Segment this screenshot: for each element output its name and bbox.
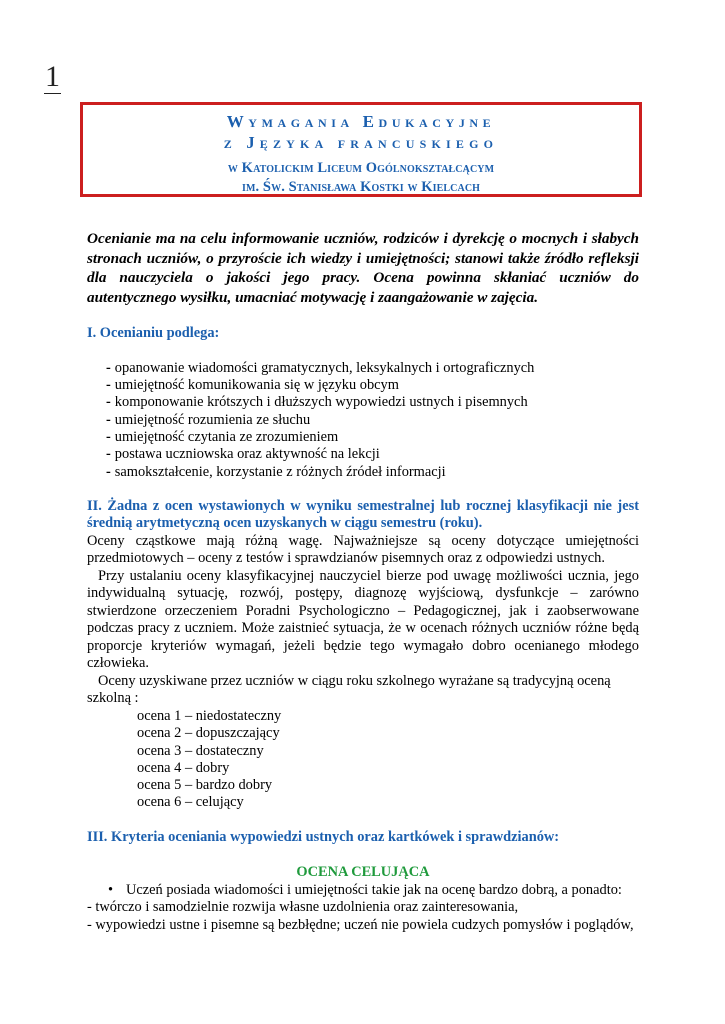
list-item: - komponowanie krótszych i dłuższych wypowiedzi ustnych i pisemnych — [106, 394, 528, 411]
section-2-paragraph-1: Oceny cząstkowe mają różną wagę. Najważniejsze są oceny dotyczące umiejętności przedmiotowych – oceny z testów i sprawdzianów pisemnych oraz z odpowiedzi ustnych. — [87, 532, 639, 567]
intro-paragraph: Ocenianie ma na celu informowanie uczniów, rodziców i dyrekcję o mocnych i słabych stronach uczniów, o przyroście ich wiedzy i umiejętności; stanowi także źródło refleksji dla nauczyciela o jakości jego pracy. Ocena powinna skłaniać uczniów do autentycznego wysiłku, umacniać motywację i zaangażowanie w zajęcia. — [87, 230, 639, 306]
bullet-item — [87, 882, 639, 900]
list-item: - opanowanie wiadomości gramatycznych, leksykalnych i ortograficznych — [106, 359, 535, 376]
section-2-paragraph-2: Przy ustalaniu oceny klasyfikacyjnej nauczyciel bierze pod uwagę możliwości ucznia, jego indywidualną sytuację, rozwój, postępy, diagnozę wyjściową, dysfunkcje – zarówno stwierdzone orzeczeniem Poradni Psychologiczno – Pedagogicznej, jak i zaobserwowane podczas pracy z uczniem. Może zaistnieć sytuacja, że w ocenach różnych uczniów różne będą proporcje kryteriów wymagań, jeżeli będzie tego wymagało dobro ocenianego młodego człowieka. — [87, 567, 639, 672]
list-item: ocena 3 – dostateczny — [137, 742, 264, 759]
list-item: - umiejętność komunikowania się w języku obcym — [106, 377, 399, 394]
title-frame — [80, 102, 642, 197]
list-item: ocena 4 – dobry — [137, 759, 230, 776]
page-number: 1 — [45, 60, 60, 93]
title-line-4: im. Św. Stanisława Kostki w Kielcach — [241, 179, 481, 195]
grade-scale-list — [87, 708, 639, 812]
section-1-heading: I. Ocenianiu podlega: — [87, 325, 220, 342]
list-item: ocena 1 – niedostateczny — [137, 707, 282, 724]
list-item: - samokształcenie, korzystanie z różnych źródeł informacji — [106, 463, 446, 480]
criteria-line-1: - twórczo i samodzielnie rozwija własne uzdolnienia oraz zainteresowania, — [87, 899, 519, 916]
list-item: ocena 6 – celujący — [137, 794, 244, 811]
title-line-2: z Języka francuskiego — [223, 133, 499, 152]
criteria-line-2: - wypowiedzi ustne i pisemne są bezbłędne; uczeń nie powiela cudzych pomysłów i poglądów, — [87, 916, 634, 933]
list-item: - umiejętność czytania ze zrozumieniem — [106, 429, 339, 446]
list-item: - umiejętność rozumienia ze słuchu — [106, 411, 311, 428]
title-line-3: w Katolickim Liceum Ogólnokształcącym — [227, 160, 495, 176]
list-item: - postawa uczniowska oraz aktywność na lekcji — [106, 446, 380, 463]
grade-heading-celujaca: OCENA CELUJĄCA — [296, 864, 430, 881]
list-item: ocena 2 – dopuszczający — [137, 725, 280, 742]
title-line-1: Wymagania Edukacyjne — [226, 112, 496, 131]
bullet-icon: • — [108, 881, 114, 898]
bullet-text: Uczeń posiada wiadomości i umiejętności takie jak na ocenę bardzo dobrą, a ponadto: — [126, 881, 622, 898]
list-item: ocena 5 – bardzo dobry — [137, 777, 273, 794]
section-1-list — [87, 360, 639, 481]
section-2-paragraph-3: Oceny uzyskiwane przez uczniów w ciągu roku szkolnego wyrażane są tradycyjną oceną szkolną : — [87, 672, 611, 707]
document-body — [87, 229, 639, 934]
section-2-heading: II. Żadna z ocen wystawionych w wyniku semestralnej lub rocznej klasyfikacji nie jest średnią arytmetyczną ocen uzyskanych w ciągu semestru (roku). — [87, 497, 639, 532]
section-3-heading: III. Kryteria oceniania wypowiedzi ustnych oraz kartkówek i sprawdzianów: — [87, 828, 560, 845]
